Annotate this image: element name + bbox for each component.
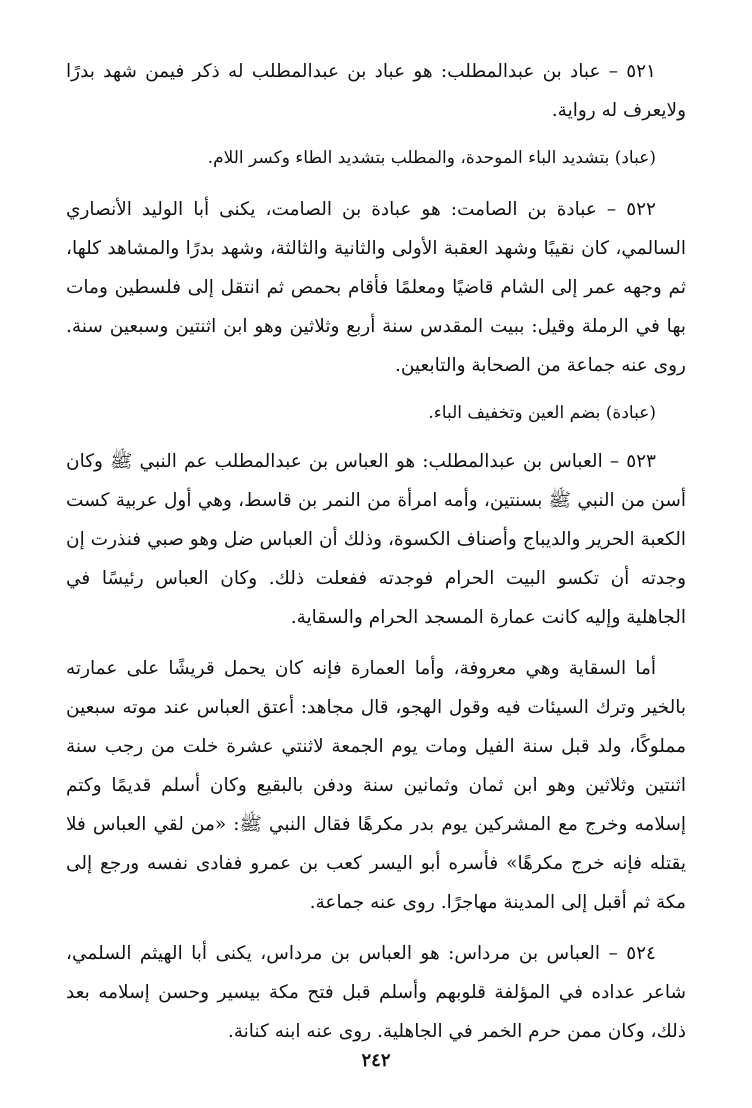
- entry-521: ٥٢١ – عباد بن عبدالمطلب: هو عباد بن عبدالمطلب له ذكر فيمن شهد بدرًا ولايعرف له رواية.: [66, 61, 686, 121]
- entry-522: ٥٢٢ – عبادة بن الصامت: هو عبادة بن الصامت، يكنى أبا الوليد الأنصاري السالمي، كان نقيبًا وشهد العقبة الأولى والثانية والثالثة، وشهد بدرًا والمشاهد كلها، ثم وجهه عمر إلى الشام قاضيًا ومعلمًا فأقام بحمص ثم انتقل إلى فلسطين ومات بها في الرملة وقيل: ببيت المقدس سنة أربع وثلاثين وهو ابن اثنتين وسبعين سنة. روى عنه جماعة من الصحابة والتابعين.: [66, 199, 686, 376]
- entry-523: ٥٢٣ – العباس بن عبدالمطلب: هو العباس بن عبدالمطلب عم النبي ﷺ وكان أسن من النبي ﷺ بسنتين، وأمه امرأة من النمر بن قاسط، وهي أول عربية كست الكعبة الحرير والديباج وأصناف الكسوة، وذلك أن العباس ضل وهو صبي فنذرت إن وجدته أن تكسو البيت الحرام فوجدته ففعلت ذلك. وكان العباس رئيسًا في الجاهلية وإليه كانت عمارة المسجد الحرام والسقاية.: [66, 451, 686, 628]
- note-522-pronunciation: (عبادة) بضم العين وتخفيف الباء.: [428, 403, 656, 423]
- entry-523-continued: أما السقاية وهي معروفة، وأما العمارة فإنه كان يحمل قريشًا على عمارته بالخير وترك السيئات فيه وقول الهجو، قال مجاهد: أعتق العباس عند موته سبعين مملوكًا، ولد قبل سنة الفيل ومات يوم الجمعة لاثنتي عشرة خلت من رجب سنة اثنتين وثلاثين وهو ابن ثمان وثمانين سنة ودفن بالبقيع وكان أسلم قديمًا وكتم إسلامه وخرج مع المشركين يوم بدر مكرهًا فقال النبي ﷺ: «من لقي العباس فلا يقتله فإنه خرج مكرهًا» فأسره أبو اليسر كعب بن عمرو ففادى نفسه ورجع إلى مكة ثم أقبل إلى المدينة مهاجرًا. روى عنه جماعة.: [66, 658, 686, 913]
- note-521-pronunciation: (عباد) بتشديد الباء الموحدة، والمطلب بتشديد الطاء وكسر اللام.: [207, 148, 656, 168]
- page-body: [66, 52, 686, 1051]
- page-number: ٢٤٢: [361, 1050, 391, 1071]
- entry-524: ٥٢٤ – العباس بن مرداس: هو العباس بن مرداس، يكنى أبا الهيثم السلمي، شاعر عداده في المؤلفة قلوبهم وأسلم قبل فتح مكة بيسير وحسن إسلامه بعد ذلك، وكان ممن حرم الخمر في الجاهلية. روى عنه ابنه كنانة.: [66, 943, 686, 1042]
